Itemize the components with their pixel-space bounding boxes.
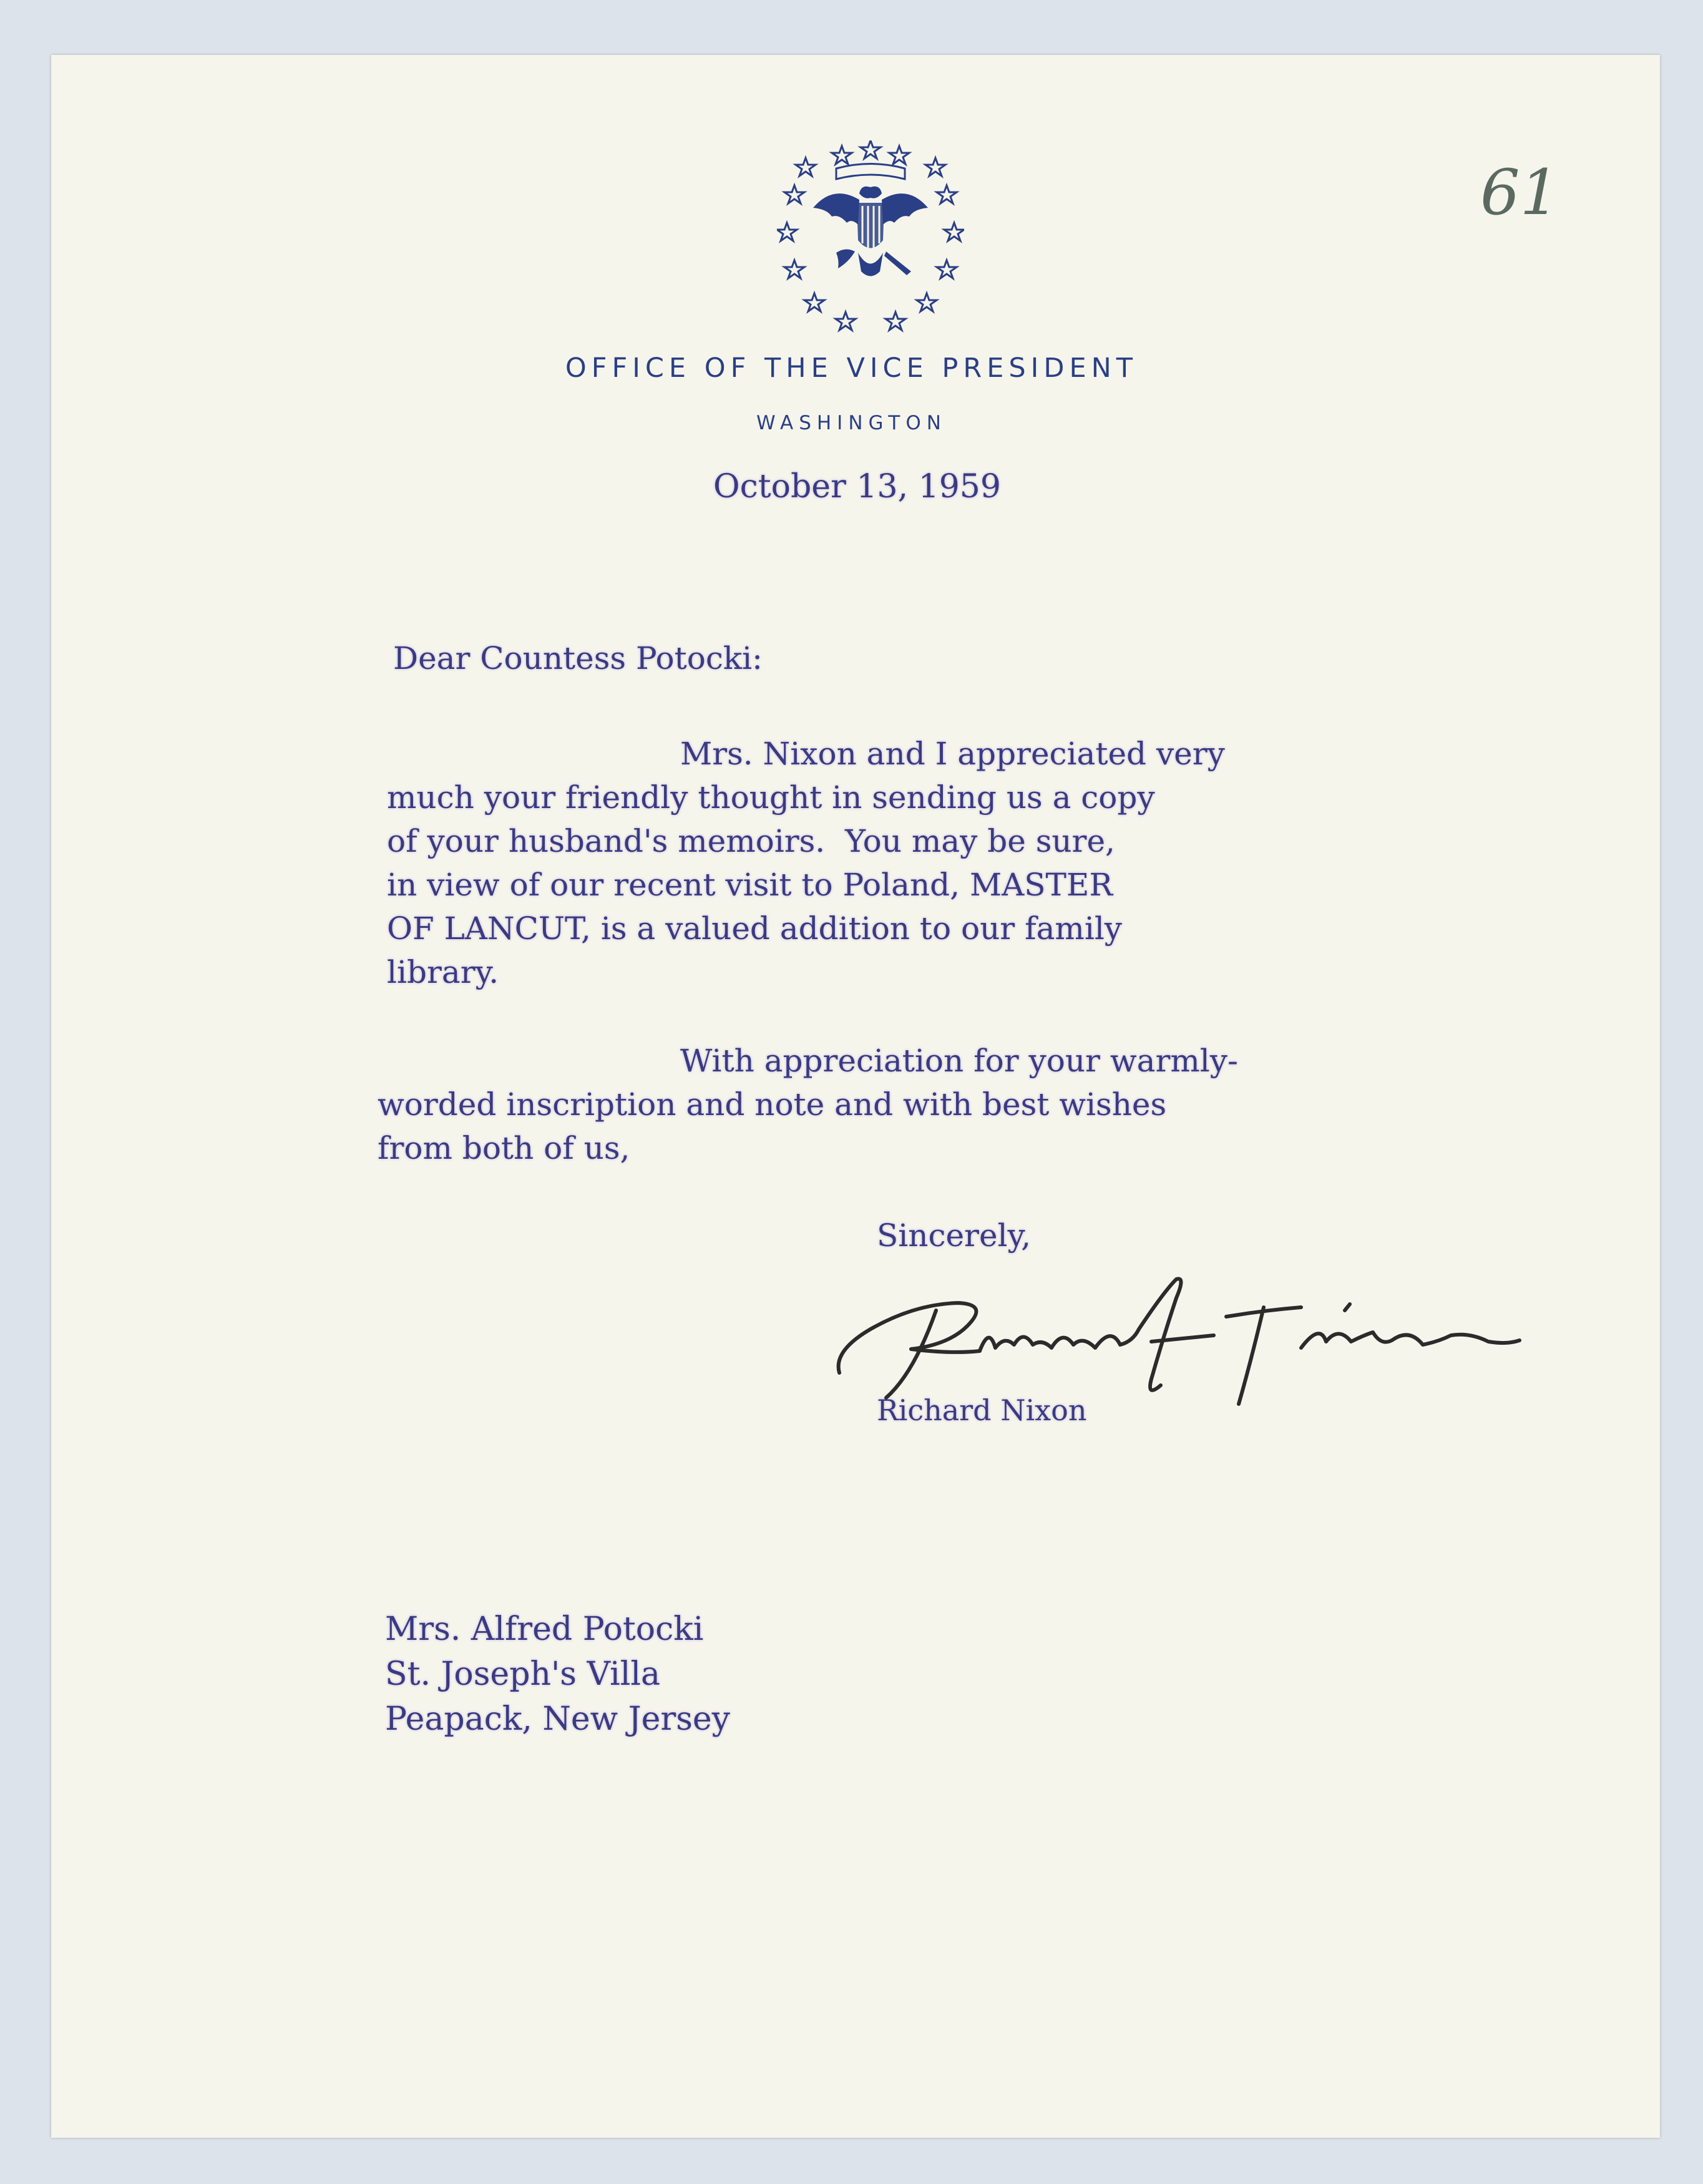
address-line: St. Joseph's Villa xyxy=(385,1655,661,1693)
body-paragraph-2 xyxy=(378,1039,1238,1170)
body-line: OF LANCUT, is a valued addition to our family xyxy=(387,910,1123,947)
body-line: much your friendly thought in sending us a copy xyxy=(387,779,1155,816)
body-line: in view of our recent visit to Poland, MASTER xyxy=(387,867,1113,903)
letterhead-office: OFFICE OF THE VICE PRESIDENT xyxy=(565,353,1138,384)
body-line: from both of us, xyxy=(378,1130,630,1166)
letter-date: October 13, 1959 xyxy=(713,468,1001,505)
body-line: With appreciation for your warmly- xyxy=(680,1043,1238,1079)
recipient-address xyxy=(385,1607,730,1742)
body-line: Mrs. Nixon and I appreciated very xyxy=(680,736,1225,772)
address-line: Mrs. Alfred Potocki xyxy=(385,1611,704,1648)
body-line: library. xyxy=(387,954,499,990)
signer-name: Richard Nixon xyxy=(877,1393,1087,1427)
body-paragraph-1 xyxy=(387,732,1225,994)
handwritten-page-number: 61 xyxy=(1480,156,1560,229)
body-line: worded inscription and note and with best wishes xyxy=(378,1086,1167,1123)
closing: Sincerely, xyxy=(877,1217,1032,1254)
salutation: Dear Countess Potocki: xyxy=(393,640,763,676)
body-line: of your husband's memoirs. You may be sure, xyxy=(387,823,1115,859)
letterhead-city: WASHINGTON xyxy=(756,412,947,434)
vice-president-seal-icon xyxy=(777,140,964,334)
address-line: Peapack, New Jersey xyxy=(385,1700,731,1738)
